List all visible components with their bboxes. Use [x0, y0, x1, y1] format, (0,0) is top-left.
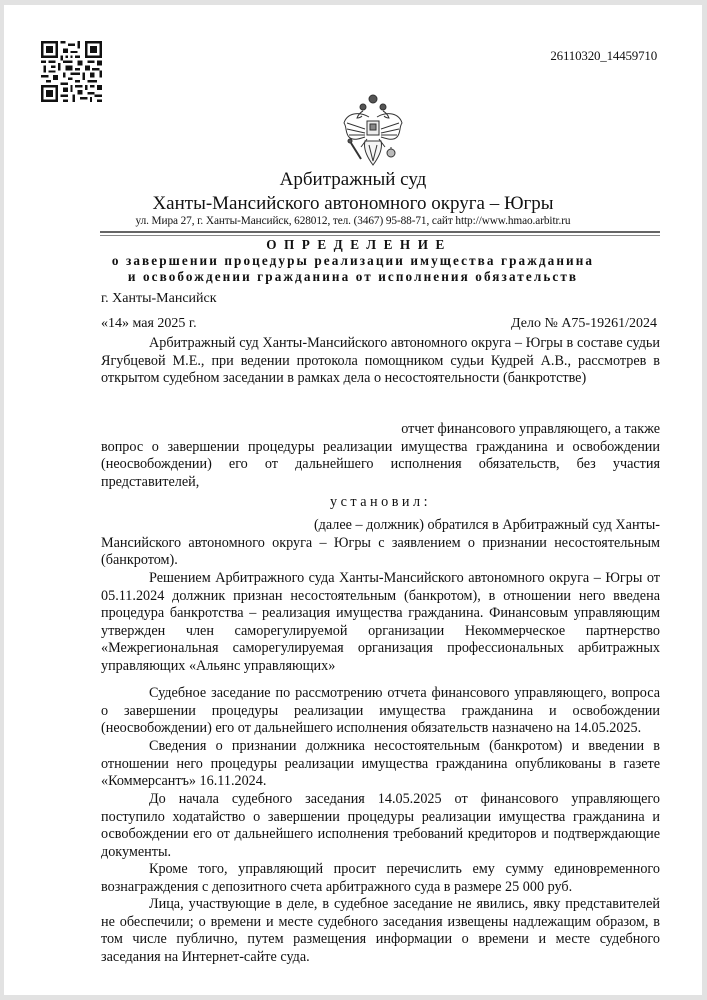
- document-id: 26110320_14459710: [550, 48, 657, 63]
- paragraph-debtor: Мансийского автономного округа – Югры с заявлением о признании несостоятельным (банкротом).: [101, 534, 660, 569]
- coat-of-arms-icon: [341, 93, 405, 173]
- document-subtitle-line2: и освобождении гражданина от исполнения обязательств: [127, 269, 579, 284]
- paragraph-debtor-line1: (далее – должник) обратился в Арбитражный суд Ханты-: [313, 517, 660, 533]
- paragraph-report-line1: отчет финансового управляющего, а также: [401, 421, 660, 437]
- date: «14» мая 2025 г.: [101, 316, 197, 331]
- document-subtitle-line1: о завершении процедуры реализации имущества гражданина: [111, 253, 595, 268]
- section-established: установил:: [329, 494, 432, 510]
- court-address: ул. Мира 27, г. Ханты-Мансийск, 628012, тел. (3467) 95-88-71, сайт http://www.hmao.arbitr.ru: [135, 215, 571, 227]
- header-rule-thin: [100, 235, 660, 236]
- paragraph-decision: Решением Арбитражного суда Ханты-Мансийского автономного округа – Югры от 05.11.2024 должник признан несостоятельным (банкротом), в отношении него введена процедура банкротства – реализация имущества гражданина. Финансовым управляющим утвержден член саморегулируемой организации Некоммерческое партнерство «Межрегиональная саморегулируемая организация профессиональных арбитражных управляющих «Альянс управляющих»: [101, 570, 660, 674]
- court-region: Ханты-Мансийского автономного округа – Югры: [152, 193, 554, 214]
- case-number: Дело № А75-19261/2024: [511, 316, 657, 331]
- court-name: Арбитражный суд: [279, 169, 427, 190]
- paragraph-absence: Лица, участвующие в деле, в судебное заседание не явились, явку представителей не обеспечили; о времени и месте судебного заседания извещены надлежащим образом, в том числе публично, путем размещения информации о времени и месте судебного заседания на Интернет-сайте суда.: [101, 896, 660, 965]
- paragraph-fee: Кроме того, управляющий просит перечислить ему сумму единовременного вознаграждения с депозитного счета арбитражного суда в размере 25 000 руб.: [101, 861, 660, 895]
- paragraph-report: вопрос о завершении процедуры реализации имущества гражданина и освобождении (неосвобождении) его от дальнейшего исполнения обязательств, без участия представителей,: [101, 438, 660, 490]
- paragraph-publication: Сведения о признании должника несостоятельным (банкротом) и введении в отношении него процедуры реализации имущества гражданина опубликованы в газете «Коммерсантъ» 16.11.2024.: [101, 738, 660, 790]
- document-page: [4, 5, 702, 995]
- paragraph-hearing: Судебное заседание по рассмотрению отчета финансового управляющего, вопроса о завершении процедуры реализации имущества гражданина и освобождении (неосвобождении) его от дальнейшего исполнения обязательств назначено на 14.05.2025.: [101, 685, 660, 737]
- qr-code-icon: [41, 41, 102, 102]
- paragraph-intro: Арбитражный суд Ханты-Мансийского автономного округа – Югры в составе судьи Ягубцевой М.Е., при ведении протокола помощником судьи Кудрей А.В., рассмотрев в открытом судебном заседании в рамках дела о несостоятельности (банкротстве): [101, 335, 660, 387]
- header-rule: [100, 231, 660, 233]
- paragraph-petition: До начала судебного заседания 14.05.2025 от финансового управляющего поступило ходатайство о завершении процедуры реализации имущества гражданина и освобождении его от дальнейшего исполнения требований кредиторов и подтверждающие документы.: [101, 791, 660, 860]
- document-title: ОПРЕДЕЛЕНИЕ: [266, 237, 452, 252]
- place: г. Ханты-Мансийск: [101, 291, 217, 306]
